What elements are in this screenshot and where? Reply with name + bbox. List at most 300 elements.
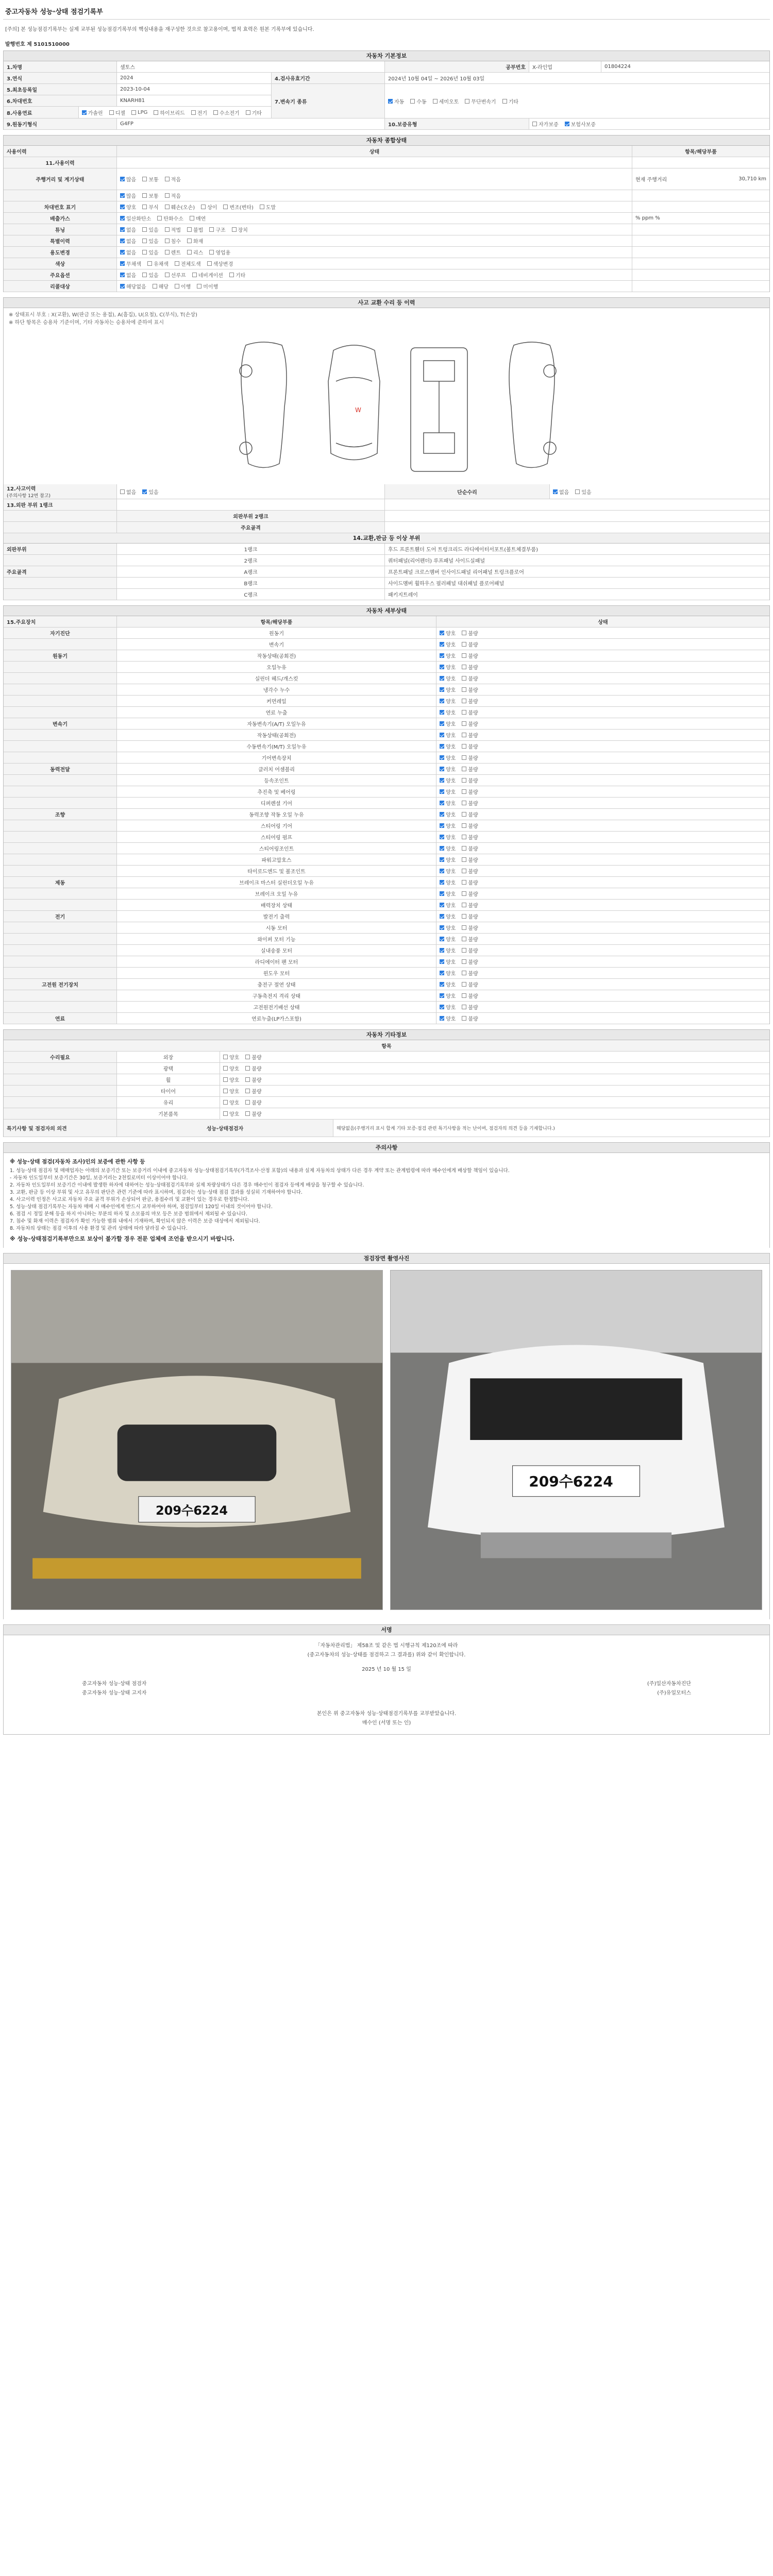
- checkbox-icon[interactable]: [175, 284, 179, 289]
- checkbox-option[interactable]: 불량: [462, 890, 478, 897]
- checkbox-option[interactable]: 불량: [245, 1053, 261, 1061]
- checkbox-icon[interactable]: [440, 857, 444, 862]
- checkbox-option[interactable]: 양호: [440, 731, 456, 739]
- checkbox-option[interactable]: 양호: [440, 867, 456, 875]
- checkbox-icon[interactable]: [120, 250, 125, 255]
- checkbox-option[interactable]: 적법: [165, 226, 181, 233]
- checkbox-option[interactable]: 불량: [462, 822, 478, 829]
- checkbox-icon[interactable]: [209, 250, 214, 255]
- checkbox-option[interactable]: 불량: [462, 686, 478, 693]
- checkbox-option[interactable]: 상이: [201, 203, 217, 211]
- checkbox-option[interactable]: 없음: [120, 271, 136, 279]
- checkbox-option[interactable]: 세미오토: [433, 97, 459, 105]
- checkbox-option[interactable]: 양호: [440, 992, 456, 999]
- checkbox-icon[interactable]: [165, 250, 170, 255]
- checkbox-option[interactable]: 불량: [245, 1064, 261, 1072]
- checkbox-option[interactable]: 적음: [165, 192, 181, 199]
- checkbox-option[interactable]: 불량: [462, 720, 478, 727]
- checkbox-option[interactable]: 양호: [440, 720, 456, 727]
- checkbox-option[interactable]: 양호: [440, 765, 456, 773]
- checkbox-option[interactable]: 불량: [462, 765, 478, 773]
- checkbox-option[interactable]: 불량: [245, 1098, 261, 1106]
- checkbox-icon[interactable]: [440, 1016, 444, 1021]
- checkbox-icon[interactable]: [131, 110, 136, 115]
- checkbox-icon[interactable]: [175, 261, 179, 266]
- checkbox-option[interactable]: 영업용: [209, 248, 230, 256]
- checkbox-option[interactable]: 렌트: [165, 248, 181, 256]
- checkbox-option[interactable]: 양호: [440, 969, 456, 977]
- checkbox-icon[interactable]: [245, 1055, 250, 1059]
- checkbox-option[interactable]: 불량: [462, 912, 478, 920]
- checkbox-icon[interactable]: [120, 261, 125, 266]
- checkbox-icon[interactable]: [207, 261, 212, 266]
- checkbox-icon[interactable]: [120, 216, 125, 221]
- car-side-left-icon: [241, 342, 287, 468]
- checkbox-option[interactable]: 양호: [440, 686, 456, 693]
- checkbox-option[interactable]: 보통: [142, 192, 158, 199]
- checkbox-icon[interactable]: [462, 755, 466, 760]
- checkbox-option[interactable]: 일산화탄소: [120, 214, 151, 222]
- checkbox-option[interactable]: 도말: [260, 203, 276, 211]
- checkbox-option[interactable]: 불량: [462, 810, 478, 818]
- checkbox-option[interactable]: 수소전기: [213, 109, 240, 116]
- checkbox-icon[interactable]: [440, 937, 444, 941]
- checkbox-option[interactable]: 양호: [440, 674, 456, 682]
- checkbox-option[interactable]: LPG: [131, 110, 147, 115]
- checkbox-icon[interactable]: [440, 835, 444, 839]
- checkbox-icon[interactable]: [465, 99, 469, 104]
- checkbox-option[interactable]: 불량: [462, 652, 478, 659]
- checkbox-option[interactable]: 무채색: [120, 260, 141, 267]
- checkbox-option[interactable]: 무단변속기: [465, 97, 496, 105]
- checkbox-option[interactable]: 양호: [440, 708, 456, 716]
- checkbox-icon[interactable]: [120, 489, 125, 494]
- checkbox-option[interactable]: 불량: [462, 788, 478, 795]
- checkbox-icon[interactable]: [565, 122, 569, 126]
- checkbox-icon[interactable]: [229, 273, 234, 277]
- checkbox-icon[interactable]: [120, 193, 125, 198]
- checkbox-icon[interactable]: [462, 778, 466, 783]
- checkbox-icon[interactable]: [462, 914, 466, 919]
- checkbox-icon[interactable]: [462, 665, 466, 669]
- checkbox-option[interactable]: 없음: [120, 226, 136, 233]
- checkbox-option[interactable]: 양호: [440, 776, 456, 784]
- checkbox-icon[interactable]: [440, 948, 444, 953]
- checkbox-option[interactable]: 기타: [246, 109, 262, 116]
- checkbox-icon[interactable]: [440, 925, 444, 930]
- checkbox-option[interactable]: 양호: [440, 652, 456, 659]
- checkbox-icon[interactable]: [462, 903, 466, 907]
- checkbox-option[interactable]: 많음: [120, 192, 136, 199]
- document-title: 중고자동차 성능·상태 점검기록부: [5, 8, 103, 16]
- checkbox-icon[interactable]: [209, 227, 214, 232]
- checkbox-option[interactable]: 양호: [440, 788, 456, 795]
- checkbox-icon[interactable]: [109, 110, 114, 115]
- checkbox-icon[interactable]: [440, 903, 444, 907]
- table-row: B랭크 사이드멤버 휠하우스 필러패널 대쉬패널 플로어패널: [4, 578, 769, 589]
- checkbox-icon[interactable]: [532, 122, 537, 126]
- checkbox-option[interactable]: 있음: [575, 488, 591, 496]
- checkbox-option[interactable]: 있음: [142, 248, 158, 256]
- checkbox-icon[interactable]: [165, 193, 170, 198]
- checkbox-icon[interactable]: [462, 710, 466, 715]
- checkbox-option[interactable]: 전기: [191, 109, 207, 116]
- checkbox-icon[interactable]: [223, 1077, 228, 1082]
- checkbox-icon[interactable]: [213, 110, 218, 115]
- checkbox-option[interactable]: 양호: [440, 958, 456, 965]
- checkbox-icon[interactable]: [223, 1100, 228, 1105]
- checkbox-option[interactable]: 불량: [245, 1076, 261, 1083]
- checkbox-icon[interactable]: [223, 1055, 228, 1059]
- checkbox-icon[interactable]: [232, 227, 237, 232]
- checkbox-icon[interactable]: [440, 665, 444, 669]
- checkbox-option[interactable]: 불량: [462, 674, 478, 682]
- checkbox-option[interactable]: 불량: [462, 969, 478, 977]
- checkbox-icon[interactable]: [462, 835, 466, 839]
- table-row: 수동변속기(M/T) 오일누유 양호 불량: [4, 741, 769, 752]
- checkbox-option[interactable]: 많음: [120, 175, 136, 183]
- checkbox-option[interactable]: 양호: [440, 822, 456, 829]
- checkbox-icon[interactable]: [165, 239, 170, 243]
- checkbox-option[interactable]: 양호: [223, 1110, 239, 1117]
- checkbox-option[interactable]: 양호: [440, 742, 456, 750]
- checkbox-icon[interactable]: [154, 110, 158, 115]
- checkbox-option[interactable]: 양호: [440, 629, 456, 637]
- checkbox-icon[interactable]: [440, 823, 444, 828]
- section-heading: 점검장면 촬영사진: [4, 1253, 769, 1264]
- checkbox-icon[interactable]: [197, 284, 201, 289]
- checkbox-icon[interactable]: [440, 971, 444, 975]
- table-row: 타이로드엔드 및 볼조인트 양호 불량: [4, 866, 769, 877]
- checkbox-icon[interactable]: [462, 982, 466, 987]
- checkbox-option[interactable]: 불량: [462, 629, 478, 637]
- checkbox-icon[interactable]: [462, 846, 466, 851]
- checkbox-option[interactable]: 기타: [229, 271, 245, 279]
- checkbox-option[interactable]: 양호: [440, 946, 456, 954]
- section-heading: 사고 교환 수리 등 이력: [4, 298, 769, 308]
- checkbox-option[interactable]: 양호: [440, 1003, 456, 1011]
- checkbox-icon[interactable]: [246, 110, 250, 115]
- checkbox-icon[interactable]: [440, 789, 444, 794]
- checkbox-icon[interactable]: [245, 1111, 250, 1116]
- checkbox-icon[interactable]: [120, 205, 125, 209]
- checkbox-option[interactable]: 양호: [223, 1098, 239, 1106]
- checkbox-option[interactable]: 자동: [388, 97, 404, 105]
- checkbox-icon[interactable]: [440, 846, 444, 851]
- checkbox-icon[interactable]: [462, 699, 466, 703]
- checkbox-icon[interactable]: [201, 205, 206, 209]
- checkbox-option[interactable]: 양호: [440, 980, 456, 988]
- checkbox-icon[interactable]: [120, 239, 125, 243]
- checkbox-icon[interactable]: [223, 1111, 228, 1116]
- checkbox-option[interactable]: 양호: [440, 901, 456, 909]
- checkbox-option[interactable]: 불량: [462, 1014, 478, 1022]
- checkbox-icon[interactable]: [190, 216, 194, 221]
- checkbox-icon[interactable]: [462, 687, 466, 692]
- checkbox-option[interactable]: 색상변경: [207, 260, 233, 267]
- checkbox-option[interactable]: 불량: [462, 1003, 478, 1011]
- checkbox-icon[interactable]: [245, 1066, 250, 1071]
- checkbox-icon[interactable]: [440, 676, 444, 681]
- checkbox-option[interactable]: 양호: [440, 912, 456, 920]
- checkbox-icon[interactable]: [440, 767, 444, 771]
- table-row: 5.최초등록일 2023-10-04 6.차대번호 KNARH81 8.사용연료 가솔린 디젤 LPG 하이브리드 전기 수소전기 기타 7.변속기 종류 자동 수동 세미오토 무단변속기 기타: [4, 84, 769, 118]
- checkbox-icon[interactable]: [245, 1077, 250, 1082]
- checkbox-icon[interactable]: [120, 227, 125, 232]
- checkbox-option[interactable]: 있음: [142, 237, 158, 245]
- checkbox-icon[interactable]: [462, 744, 466, 749]
- checkbox-icon[interactable]: [502, 99, 507, 104]
- checkbox-icon[interactable]: [440, 869, 444, 873]
- checkbox-option[interactable]: 불량: [462, 867, 478, 875]
- checkbox-option[interactable]: 유채색: [147, 260, 169, 267]
- table-row: 제동 브레이크 마스터 실린더오일 누유 양호 불량: [4, 877, 769, 888]
- checkbox-option[interactable]: 없음: [553, 488, 569, 496]
- checkbox-option[interactable]: 불량: [462, 731, 478, 739]
- checkbox-option[interactable]: 양호: [440, 754, 456, 761]
- checkbox-icon[interactable]: [223, 1089, 228, 1093]
- checkbox-option[interactable]: 네비게이션: [192, 271, 223, 279]
- checkbox-icon[interactable]: [153, 284, 157, 289]
- checkbox-icon[interactable]: [165, 205, 170, 209]
- checkbox-icon[interactable]: [147, 261, 152, 266]
- checkbox-option[interactable]: 불량: [462, 833, 478, 841]
- checkbox-icon[interactable]: [462, 971, 466, 975]
- checkbox-icon[interactable]: [440, 1005, 444, 1009]
- checkbox-icon[interactable]: [440, 755, 444, 760]
- checkbox-option[interactable]: 보통: [142, 175, 158, 183]
- checkbox-icon[interactable]: [440, 733, 444, 737]
- checkbox-option[interactable]: 불량: [245, 1110, 261, 1117]
- checkbox-option[interactable]: 선루프: [165, 271, 186, 279]
- checkbox-icon[interactable]: [142, 193, 147, 198]
- checkbox-option[interactable]: 없음: [120, 237, 136, 245]
- checkbox-option[interactable]: 이행: [175, 282, 191, 290]
- checkbox-option[interactable]: 불량: [462, 799, 478, 807]
- checkbox-icon[interactable]: [462, 789, 466, 794]
- checkbox-option[interactable]: 양호: [440, 640, 456, 648]
- checkbox-icon[interactable]: [165, 273, 170, 277]
- checkbox-option[interactable]: 불량: [462, 754, 478, 761]
- checkbox-icon[interactable]: [440, 914, 444, 919]
- checkbox-option[interactable]: 양호: [120, 203, 136, 211]
- checkbox-option[interactable]: 불량: [462, 776, 478, 784]
- checkbox-icon[interactable]: [462, 1016, 466, 1021]
- checkbox-option[interactable]: 불량: [462, 663, 478, 671]
- checkbox-option[interactable]: 불량: [462, 992, 478, 999]
- checkbox-icon[interactable]: [462, 891, 466, 896]
- checkbox-option[interactable]: 양호: [440, 856, 456, 863]
- checkbox-icon[interactable]: [245, 1089, 250, 1093]
- checkbox-icon[interactable]: [462, 733, 466, 737]
- checkbox-icon[interactable]: [462, 631, 466, 635]
- checkbox-icon[interactable]: [440, 653, 444, 658]
- table-row: 고전원 전기장치 충전구 절연 상태 양호 불량: [4, 979, 769, 990]
- checkbox-option[interactable]: 불량: [462, 980, 478, 988]
- checkbox-option[interactable]: 양호: [440, 890, 456, 897]
- checkbox-option[interactable]: 훼손(오손): [165, 203, 195, 211]
- checkbox-option[interactable]: 장치: [232, 226, 248, 233]
- checkbox-icon[interactable]: [440, 699, 444, 703]
- checkbox-option[interactable]: 전체도색: [175, 260, 201, 267]
- checkbox-icon[interactable]: [388, 99, 393, 104]
- checkbox-option[interactable]: 구조: [209, 226, 225, 233]
- checkbox-option[interactable]: 양호: [223, 1053, 239, 1061]
- checkbox-icon[interactable]: [120, 177, 125, 181]
- checkbox-icon[interactable]: [440, 631, 444, 635]
- checkbox-icon[interactable]: [440, 891, 444, 896]
- checkbox-option[interactable]: 양호: [440, 799, 456, 807]
- checkbox-icon[interactable]: [462, 812, 466, 817]
- checkbox-icon[interactable]: [462, 959, 466, 964]
- checkbox-icon[interactable]: [575, 489, 580, 494]
- checkbox-option[interactable]: 없음: [120, 248, 136, 256]
- checkbox-icon[interactable]: [191, 110, 196, 115]
- checkbox-option[interactable]: 리스: [187, 248, 203, 256]
- checkbox-icon[interactable]: [165, 177, 170, 181]
- checkbox-icon[interactable]: [440, 880, 444, 885]
- checkbox-icon[interactable]: [462, 767, 466, 771]
- checkbox-option[interactable]: 불량: [462, 935, 478, 943]
- checkbox-icon[interactable]: [462, 1005, 466, 1009]
- checkbox-option[interactable]: 보험사보증: [565, 120, 596, 128]
- checkbox-icon[interactable]: [142, 205, 147, 209]
- checkbox-icon[interactable]: [462, 721, 466, 726]
- checkbox-option[interactable]: 불량: [462, 958, 478, 965]
- checkbox-icon[interactable]: [142, 177, 147, 181]
- checkbox-icon[interactable]: [223, 1066, 228, 1071]
- checkbox-option[interactable]: 불량: [462, 844, 478, 852]
- checkbox-option[interactable]: 불량: [462, 697, 478, 705]
- checkbox-option[interactable]: 없음: [120, 488, 136, 496]
- checkbox-option[interactable]: 불량: [462, 946, 478, 954]
- checkbox-icon[interactable]: [142, 250, 147, 255]
- checkbox-icon[interactable]: [142, 227, 147, 232]
- checkbox-option[interactable]: 변조(변타): [223, 203, 253, 211]
- checkbox-option[interactable]: 가솔린: [82, 109, 103, 116]
- checkbox-icon[interactable]: [462, 880, 466, 885]
- checkbox-icon[interactable]: [440, 642, 444, 647]
- checkbox-icon[interactable]: [245, 1100, 250, 1105]
- checkbox-option[interactable]: 수동: [410, 97, 426, 105]
- checkbox-option[interactable]: 있음: [142, 271, 158, 279]
- checkbox-icon[interactable]: [142, 489, 147, 494]
- checkbox-option[interactable]: 디젤: [109, 109, 125, 116]
- checkbox-option[interactable]: 양호: [440, 935, 456, 943]
- checkbox-icon[interactable]: [462, 801, 466, 805]
- checkbox-option[interactable]: 양호: [440, 810, 456, 818]
- checkbox-icon[interactable]: [462, 857, 466, 862]
- checkbox-icon[interactable]: [462, 993, 466, 998]
- checkbox-icon[interactable]: [260, 205, 264, 209]
- checkbox-option[interactable]: 불량: [462, 856, 478, 863]
- checkbox-option[interactable]: 불량: [462, 924, 478, 931]
- checkbox-option[interactable]: 양호: [440, 878, 456, 886]
- checkbox-icon[interactable]: [440, 812, 444, 817]
- checkbox-option[interactable]: 불량: [462, 640, 478, 648]
- checkbox-icon[interactable]: [462, 948, 466, 953]
- checkbox-icon[interactable]: [223, 205, 228, 209]
- checkbox-icon[interactable]: [440, 710, 444, 715]
- overall-status-section: 자동차 종합상태 사용이력 상태 항목/해당부품 11.사용이력 주행거리 및 계기상태 많음 보통 적음 현재 주행거리 30,710 km 많음 보통 적음 차대번호 표기 양호 부식 훼손(오손) 상이 변조(변타) 도말 배출가스 일산화탄소 탄화수소 매연 % ppm % 튜닝 없음 있음 적법 불법 구조 장치 특별이력 없음 있음 침수 화재 용도변경 없음 있음 렌트 리스 영업용 색상 무채색 유채색 전체도색 색상변경 주요옵션 없음 있음 선루프 네비게이션 기타 리콜대상 해당없음 해당 이행 미이행: [3, 135, 770, 292]
- checkbox-icon[interactable]: [462, 869, 466, 873]
- checkbox-option[interactable]: 부식: [142, 203, 158, 211]
- checkbox-icon[interactable]: [165, 227, 170, 232]
- checkbox-option[interactable]: 불량: [462, 742, 478, 750]
- checkbox-icon[interactable]: [187, 227, 192, 232]
- checkbox-option[interactable]: 자가보증: [532, 120, 559, 128]
- checkbox-icon[interactable]: [440, 687, 444, 692]
- checkbox-icon[interactable]: [142, 239, 147, 243]
- checkbox-icon[interactable]: [440, 778, 444, 783]
- checkbox-icon[interactable]: [410, 99, 415, 104]
- checkbox-icon[interactable]: [440, 993, 444, 998]
- checkbox-option[interactable]: 불법: [187, 226, 203, 233]
- checkbox-option[interactable]: 매연: [190, 214, 206, 222]
- checkbox-option[interactable]: 침수: [165, 237, 181, 245]
- caution-line: 7. 침수 및 화재 이력은 점검자가 확인 가능한 범위 내에서 기재하며, 확인되지 않은 이력은 보증 대상에서 제외됩니다.: [10, 1218, 260, 1224]
- checkbox-option[interactable]: 적음: [165, 175, 181, 183]
- checkbox-icon[interactable]: [440, 959, 444, 964]
- checkbox-icon[interactable]: [187, 239, 192, 243]
- checkbox-icon[interactable]: [440, 982, 444, 987]
- checkbox-icon[interactable]: [433, 99, 438, 104]
- checkbox-option[interactable]: 양호: [440, 697, 456, 705]
- checkbox-option[interactable]: 양호: [440, 663, 456, 671]
- checkbox-icon[interactable]: [553, 489, 558, 494]
- table-row: 동력전달 클러치 어셈블리 양호 불량: [4, 764, 769, 775]
- checkbox-icon[interactable]: [82, 110, 87, 115]
- table-row: 광택 양호 불량: [4, 1063, 769, 1074]
- checkbox-option[interactable]: 해당: [153, 282, 169, 290]
- checkbox-icon[interactable]: [120, 284, 125, 289]
- checkbox-icon[interactable]: [142, 273, 147, 277]
- checkbox-option[interactable]: 양호: [440, 833, 456, 841]
- checkbox-option[interactable]: 미이행: [197, 282, 218, 290]
- checkbox-option[interactable]: 탄화수소: [157, 214, 183, 222]
- checkbox-option[interactable]: 양호: [440, 924, 456, 931]
- checkbox-option[interactable]: 양호: [440, 1014, 456, 1022]
- checkbox-option[interactable]: 해당없음: [120, 282, 146, 290]
- checkbox-option[interactable]: 불량: [462, 708, 478, 716]
- checkbox-option[interactable]: 화재: [187, 237, 203, 245]
- checkbox-icon[interactable]: [462, 653, 466, 658]
- checkbox-option[interactable]: 있음: [142, 226, 158, 233]
- checkbox-option[interactable]: 불량: [245, 1087, 261, 1095]
- checkbox-option[interactable]: 양호: [223, 1076, 239, 1083]
- checkbox-icon[interactable]: [440, 721, 444, 726]
- checkbox-option[interactable]: 양호: [223, 1064, 239, 1072]
- checkbox-icon[interactable]: [157, 216, 162, 221]
- checkbox-option[interactable]: 기타: [502, 97, 518, 105]
- checkbox-icon[interactable]: [462, 925, 466, 930]
- checkbox-option[interactable]: 하이브리드: [154, 109, 184, 116]
- checkbox-icon[interactable]: [440, 801, 444, 805]
- checkbox-icon[interactable]: [462, 937, 466, 941]
- checkbox-option[interactable]: 불량: [462, 901, 478, 909]
- checkbox-icon[interactable]: [462, 676, 466, 681]
- checkbox-icon[interactable]: [440, 744, 444, 749]
- checkbox-icon[interactable]: [462, 642, 466, 647]
- checkbox-icon[interactable]: [187, 250, 192, 255]
- checkbox-option[interactable]: 양호: [440, 844, 456, 852]
- checkbox-option[interactable]: 양호: [223, 1087, 239, 1095]
- checkbox-option[interactable]: 있음: [142, 488, 158, 496]
- checkbox-option[interactable]: 불량: [462, 878, 478, 886]
- checkbox-icon[interactable]: [192, 273, 197, 277]
- checkbox-icon[interactable]: [462, 823, 466, 828]
- checkbox-icon[interactable]: [120, 273, 125, 277]
